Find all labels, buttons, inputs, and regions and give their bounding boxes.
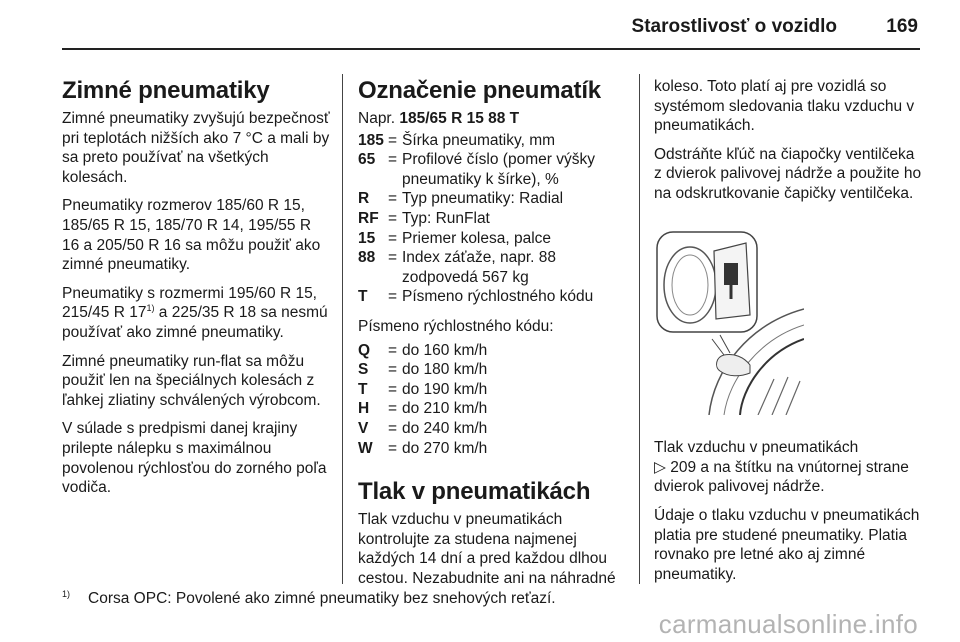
code-description: do 190 km/h	[402, 380, 488, 398]
code-key: T	[358, 288, 368, 306]
paragraph: Zimné pneumatiky zvyšujú bezpečnosť pri teplotách nižších ako 7 °C a mali by sa preto používať na všetkých kolesách.	[62, 110, 330, 186]
column-pressure-continued	[654, 77, 924, 593]
code-key: R	[358, 190, 370, 208]
equals-sign: =	[388, 131, 398, 149]
speed-code-row	[358, 360, 626, 380]
example-code: Napr. 185/65 R 15 88 T	[358, 110, 520, 127]
code-description: do 160 km/h	[402, 341, 488, 359]
footnote-text: Corsa OPC: Povolené ako zimné pneumatiky bez snehových reťazí.	[88, 590, 556, 607]
code-description: Písmeno rýchlostného kódu	[402, 288, 594, 306]
code-key: 185	[358, 131, 384, 149]
equals-sign: =	[388, 380, 398, 398]
designation-row	[358, 287, 626, 307]
section-title-winter-tyres: Zimné pneumatiky	[62, 77, 270, 104]
paragraph: V súlade s predpismi danej krajiny prilepte nálepku s maximálnou povolenou rýchlosťou do zorného poľa vodiča.	[62, 420, 327, 497]
watermark: carmanualsonline.info	[658, 609, 918, 639]
code-key: T	[358, 380, 368, 398]
paragraph: Údaje o tlaku vzduchu v pneumatikách platia pre studené pneumatiky. Platia rovnako pre letné ako aj zimné pneumatiky.	[654, 506, 920, 583]
code-description: Šírka pneumatiky, mm	[402, 131, 556, 149]
designation-row	[358, 189, 626, 209]
page-header	[632, 16, 918, 38]
section-title-tyre-designation: Označenie pneumatík	[358, 77, 601, 104]
equals-sign: =	[388, 419, 398, 437]
code-key: 88	[358, 249, 376, 267]
equals-sign: =	[388, 151, 398, 169]
speed-code-intro: Písmeno rýchlostného kódu:	[358, 317, 554, 335]
speed-code-row	[358, 380, 626, 400]
speed-code-row	[358, 399, 626, 419]
equals-sign: =	[388, 229, 398, 247]
designation-row	[358, 229, 626, 249]
header-rule	[62, 48, 920, 50]
speed-code-row	[358, 419, 626, 439]
footnote-mark: 1)	[62, 589, 71, 599]
column-divider-1	[342, 74, 343, 584]
designation-row	[358, 209, 626, 229]
equals-sign: =	[388, 209, 398, 227]
designation-row	[358, 150, 626, 189]
paragraph: koleso. Toto platí aj pre vozidlá so systémom sledovania tlaku vzduchu v pneumatikách.	[654, 78, 915, 135]
equals-sign: =	[388, 288, 398, 306]
paragraph: Zimné pneumatiky run-flat sa môžu použiť len na špeciálnych kolesách z ľahkej zliatiny schválených výrobcom.	[62, 352, 321, 409]
code-key: W	[358, 439, 373, 457]
valve-cap-key-illustration	[654, 229, 804, 415]
code-description: Index záťaže, napr. 88 zodpovedá 567 kg	[402, 249, 557, 286]
equals-sign: =	[388, 190, 398, 208]
code-key: 65	[358, 151, 376, 169]
equals-sign: =	[388, 249, 398, 267]
code-key: V	[358, 419, 369, 437]
paragraph: Tlak vzduchu v pneumatikách kontrolujte za studena najmenej každých 14 dní a pred každou dlhou cestou. Nezabudnite ani na náhradné	[358, 511, 616, 587]
chapter-title: Starostlivosť o vozidlo	[631, 16, 838, 37]
code-key: S	[358, 361, 369, 379]
equals-sign: =	[388, 361, 398, 379]
code-key: Q	[358, 341, 371, 359]
code-description: Priemer kolesa, palce	[402, 229, 552, 247]
code-description: do 270 km/h	[402, 439, 488, 457]
designation-row	[358, 248, 626, 287]
section-title-tyre-pressure: Tlak v pneumatikách	[358, 478, 591, 506]
designation-list	[358, 131, 626, 307]
speed-code-list	[358, 341, 626, 459]
code-description: do 210 km/h	[402, 400, 488, 418]
code-description: do 180 km/h	[402, 361, 488, 379]
equals-sign: =	[388, 439, 398, 457]
code-key: H	[358, 400, 370, 418]
equals-sign: =	[388, 400, 398, 418]
code-description: Profilové číslo (pomer výšky pneumatiky k šírke), %	[402, 151, 595, 188]
paragraph: Pneumatiky s rozmermi 195/60 R 15, 215/45 R 17$^{1)}$ a 225/35 R 18 sa nesmú používať ako zimné pneumatiky.	[62, 284, 328, 341]
column-divider-2	[639, 74, 640, 584]
footnote	[62, 590, 556, 608]
speed-code-row	[358, 341, 626, 361]
code-description: Typ: RunFlat	[402, 209, 490, 227]
speed-code-row	[358, 439, 626, 459]
code-key: RF	[358, 209, 379, 227]
code-key: 15	[358, 229, 376, 247]
column-winter-tyres	[62, 77, 330, 507]
paragraph: Pneumatiky rozmerov 185/60 R 15, 185/65 R 15, 185/70 R 14, 195/55 R 16 a 205/50 R 16 sa môžu použiť ako zimné pneumatiky.	[62, 197, 321, 274]
column-tyre-designation	[358, 77, 626, 597]
arrow-reference-icon: ▷	[654, 458, 666, 476]
designation-row	[358, 131, 626, 151]
paragraph: Odstráňte kľúč na čiapočky ventilčeka z dvierok palivovej nádrže a použite ho na odskrutkovanie čapičky ventilčeka.	[654, 145, 922, 202]
equals-sign: =	[388, 341, 398, 359]
code-description: do 240 km/h	[402, 419, 488, 437]
footnote-ref: 1)	[146, 303, 155, 314]
code-description: Typ pneumatiky: Radial	[402, 190, 564, 208]
page-number: 169	[886, 16, 918, 37]
paragraph: Tlak vzduchu v pneumatikách ▷ 209 a na štítku na vnútornej strane dvierok palivovej nádrže.	[654, 439, 909, 496]
